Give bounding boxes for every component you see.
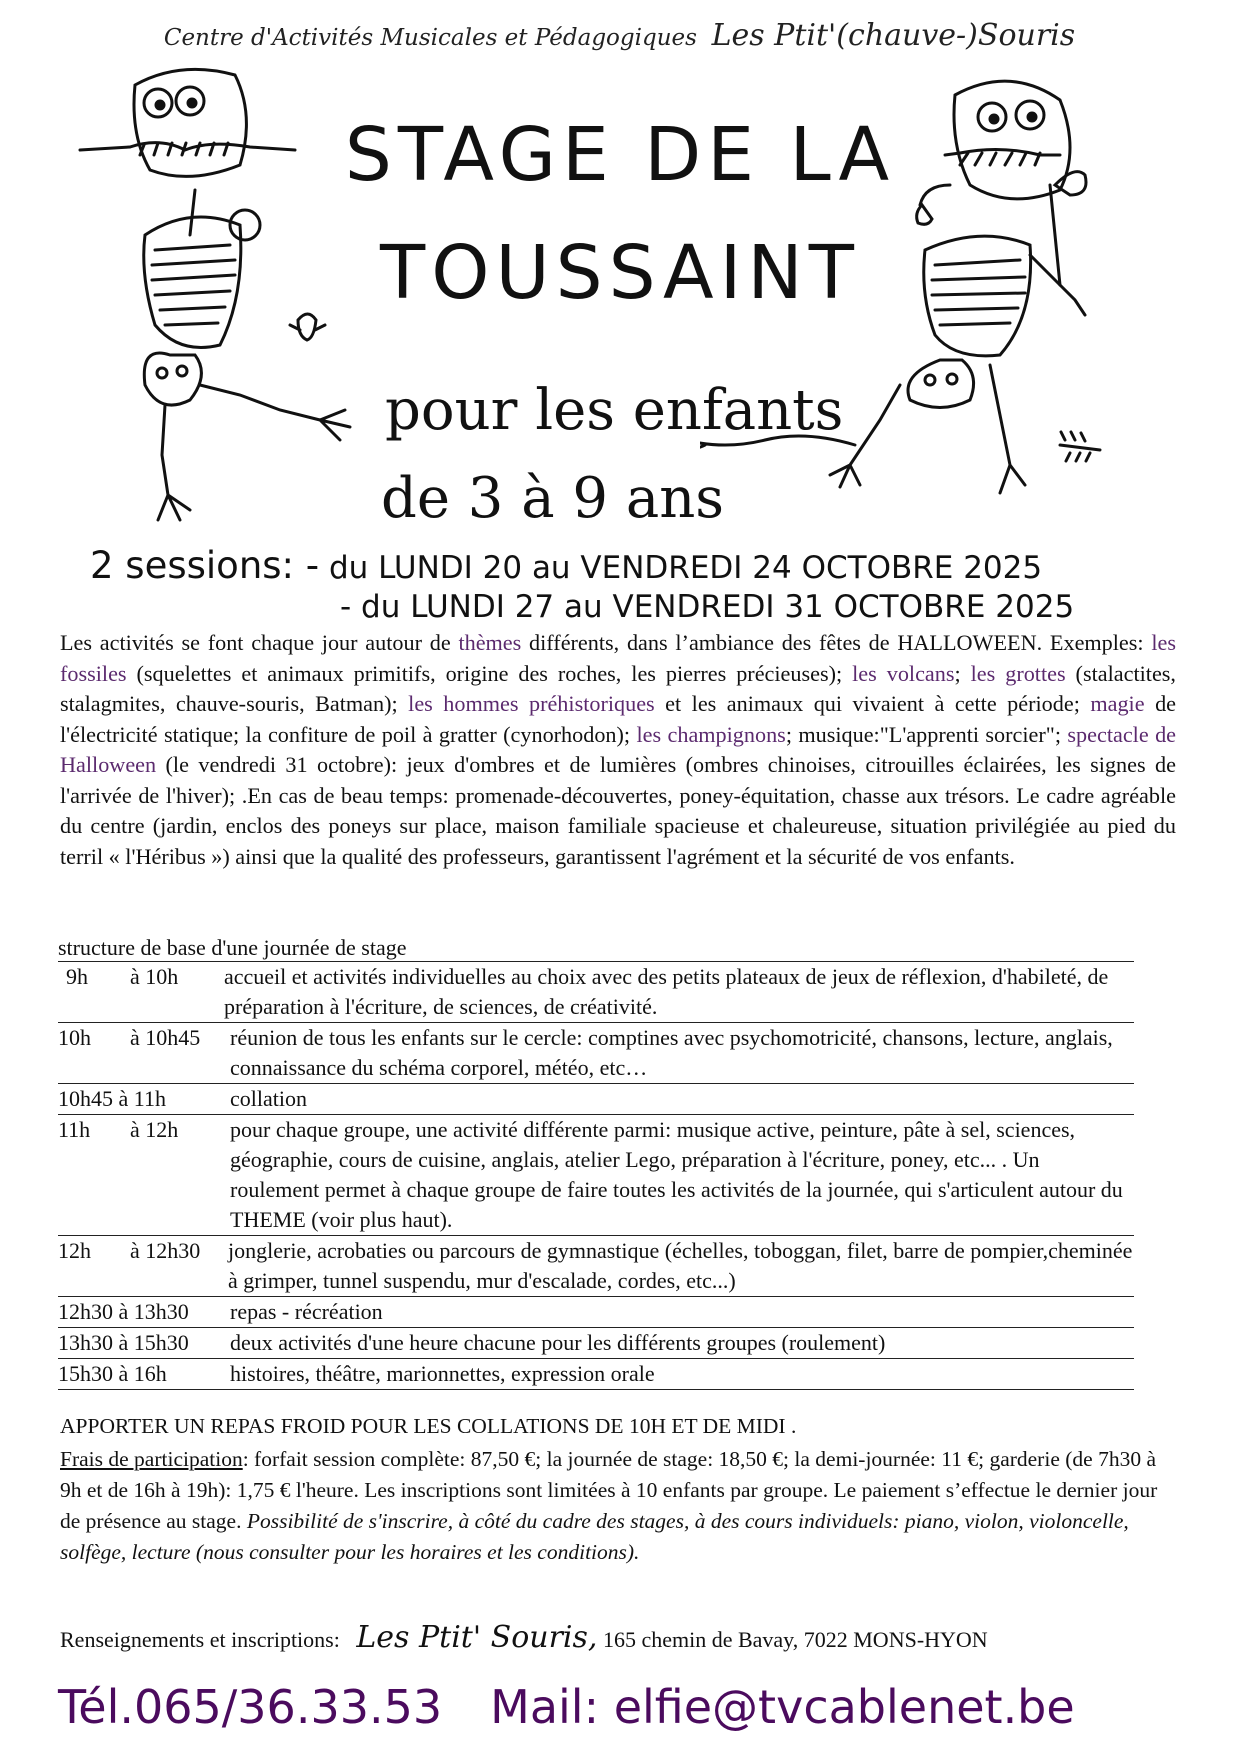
registration-brand: Les Ptit' Souris, xyxy=(356,1620,598,1655)
row-description: jonglerie, acrobaties ou parcours de gymnastique (échelles, toboggan, filet, barre de pompier,cheminée à grimper, tunnel suspendu, mur d'escalade, cordes, etc...) xyxy=(228,1238,1133,1293)
row-start: 10h xyxy=(58,1025,91,1050)
highlight-hommes-prehistoriques: les hommes préhistoriques xyxy=(408,691,655,716)
row-end: à 10h xyxy=(130,964,179,989)
row-description: deux activités d'une heure chacune pour les différents groupes (roulement) xyxy=(230,1330,886,1355)
row-start: 13h30 à 15h30 xyxy=(58,1330,189,1355)
schedule-row xyxy=(58,1359,1134,1390)
highlight-magie: magie xyxy=(1090,691,1145,716)
schedule-row xyxy=(58,1084,1134,1115)
schedule-table xyxy=(58,935,1134,1390)
row-description: pour chaque groupe, une activité différente parmi: musique active, peinture, pâte à sel, sciences, géographie, cours de cuisine, anglais, atelier Lego, préparation à l'écriture, poney, etc... . Un roulement permet à chaque groupe de faire toutes les activités de la journée, qui s'articulent autour du THEME (voir plus haut). xyxy=(230,1117,1123,1232)
highlight-themes: thèmes xyxy=(458,630,522,655)
highlight-spectacle: spectacle de Halloween xyxy=(60,721,1177,777)
session-2: - du LUNDI 27 au VENDREDI 31 OCTOBRE 2025 xyxy=(340,589,1075,625)
sessions-line-1 xyxy=(90,544,1042,587)
sessions-label: 2 sessions: - xyxy=(90,544,320,587)
contact-line xyxy=(58,1680,1075,1734)
highlight-grottes: les grottes xyxy=(970,660,1066,686)
schedule-row xyxy=(58,1115,1134,1236)
row-start: 9h xyxy=(66,964,88,989)
row-description: histoires, théâtre, marionnettes, expression orale xyxy=(230,1361,655,1386)
registration-address: 165 chemin de Bavay, 7022 MONS-HYON xyxy=(597,1627,988,1652)
title-line-1: STAGE DE LA xyxy=(344,112,896,198)
row-description: accueil et activités individuelles au choix avec des petits plateaux de jeux de réflexion, d'habileté, de préparation à l'écriture, de sciences, de créativité. xyxy=(224,964,1109,1019)
highlight-champignons: les champignons xyxy=(636,721,786,747)
subtitle-line-2: de 3 à 9 ans xyxy=(381,466,725,531)
schedule-title: structure de base d'une journée de stage xyxy=(58,935,1134,962)
description-paragraph: Les activités se font chaque jour autour de thèmes différents, dans l’ambiance des fêtes de HALLOWEEN. Exemples: les fossiles (squelettes et animaux primitifs, origine des roches, les pierres précieuses); les volcans; les grottes (stalactites, stalagmites, chauve-souris, Batman); les hommes préhistoriques et les animaux qui vivaient à cette période; magie de l'électricité statique; la confiture de poil à gratter (cynorhodon); les champignons; musique:"L'apprenti sorcier"; spectacle de Halloween (le vendredi 31 octobre): jeux d'ombres et de lumières (ombres chinoises, citrouilles éclairées, les signes de l'arrivée de l'hiver); .En cas de beau temps: promenade-découvertes, poney-équitation, chasse aux trésors. Le cadre agréable du centre (jardin, enclos des poneys sur place, maison familiale spacieuse et chaleureuse, situation privilégiée au pied du terril « l'Héribus ») ainsi que la qualité des professeurs, garantissent l'agrément et la sécurité de vos enfants. xyxy=(60,630,1177,869)
schedule-row xyxy=(58,1023,1134,1084)
title-line-2: TOUSSAINT xyxy=(380,230,860,316)
fees-paragraph xyxy=(60,1444,1172,1568)
row-start: 12h xyxy=(58,1238,91,1263)
row-end: à 12h30 xyxy=(130,1238,201,1263)
header-line xyxy=(0,18,1239,53)
row-description: réunion de tous les enfants sur le cercle: comptines avec psychomotricité, chansons, lecture, anglais, connaissance du schéma corporel, météo, etc… xyxy=(230,1025,1113,1080)
subtitle-line-1: pour les enfants xyxy=(385,378,844,443)
registration-label: Renseignements et inscriptions: xyxy=(60,1627,340,1652)
registration-line xyxy=(60,1620,988,1655)
row-start: 11h xyxy=(58,1117,91,1142)
phone-number[interactable]: Tél.065/36.33.53 xyxy=(58,1680,443,1734)
schedule-row xyxy=(58,1328,1134,1359)
row-end: à 12h xyxy=(130,1117,179,1142)
row-start: 12h30 à 13h30 xyxy=(58,1299,189,1324)
row-end: à 10h45 xyxy=(130,1025,201,1050)
schedule-row xyxy=(58,1236,1134,1297)
fees-text: : forfait session complète: 87,50 €; la journée de stage: 18,50 €; la demi-journée: 11 €; garderie (de 7h30 à 9h et de 16h à 19h): 1,75 € l'heure. Les inscriptions sont limitées à 10 enfants par groupe. Le paiement s’effectue le dernier jour de présence au stage. xyxy=(60,1447,1158,1533)
row-description: repas - récréation xyxy=(230,1299,383,1324)
email-address[interactable]: Mail: elfie@tvcablenet.be xyxy=(490,1680,1075,1734)
brand-name: Les Ptit'(chauve-)Souris xyxy=(711,18,1076,53)
schedule-row xyxy=(58,962,1134,1023)
highlight-volcans: les volcans xyxy=(852,660,955,686)
session-1: du LUNDI 20 au VENDREDI 24 OCTOBRE 2025 xyxy=(328,550,1043,586)
individual-lessons-note: Possibilité de s'inscrire, à côté du cadre des stages, à des cours individuels: piano, violon, violoncelle, solfège, lecture (nous consulter pour les horaires et les conditions). xyxy=(60,1509,1129,1564)
schedule-row xyxy=(58,1297,1134,1328)
highlight-fossiles: les fossiles xyxy=(60,630,1176,686)
centre-name: Centre d'Activités Musicales et Pédagogiques xyxy=(163,25,697,51)
row-start: 15h30 à 16h xyxy=(58,1361,167,1386)
fees-label: Frais de participation xyxy=(60,1447,243,1471)
bring-meal-notice: APPORTER UN REPAS FROID POUR LES COLLATIONS DE 10H ET DE MIDI . xyxy=(60,1414,797,1438)
row-description: collation xyxy=(230,1086,307,1111)
row-start: 10h45 à 11h xyxy=(58,1086,166,1111)
